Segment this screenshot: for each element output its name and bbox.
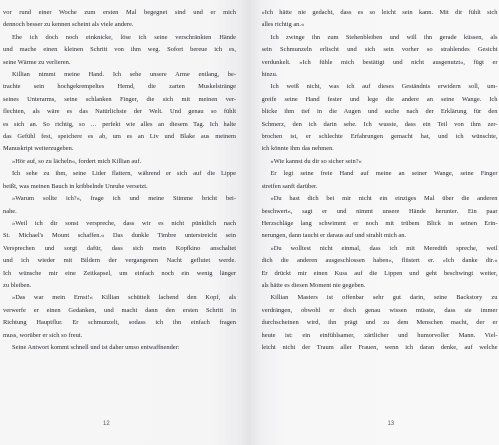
text-line: »Ich hätte nie gedacht, dass es so leicht sein kann. Mit dir fühlt sich (261, 9, 498, 16)
left-page-number: 12 (103, 421, 110, 427)
text-line: verwerfe er einen Gedanken, und macht dann den ersten Schritt in (3, 306, 236, 314)
text-line: nahe. (3, 207, 17, 215)
text-line: greife seine Hand fester und lege die andere an seine Wange. Ich (261, 95, 498, 103)
text-line: »Du hast dich bei mir nicht ein einziges Mal über die anderen (270, 195, 498, 203)
text-line: Ich wünsche mir eine Zeitkapsel, um einfach noch ein wenig länger (3, 269, 236, 277)
text-line: alles richtig an.« (261, 21, 305, 29)
text-line: seines Unterarms, seine schlanken Finger, die sich mit meinen ver- (3, 95, 236, 103)
text-line: Ich zwinge ihn zum Stehenbleiben und will ihn gerade küssen, als (270, 33, 498, 41)
right-page (250, 0, 499, 445)
text-line: es sich an. So richtig, so … perfekt wie alles an diesem Tag. Ich halte (3, 120, 236, 128)
text-line: heute ist: ein einfühlsamer, zärtlicher und humorvoller Mann. Viel- (261, 331, 498, 339)
text-line: vor rund einer Woche zum ersten Mal begegnet sind und er mich (3, 9, 236, 16)
text-line: seine Wärme zu verlieren. (3, 58, 71, 66)
text-line: »Hör auf, so zu lächeln«, fordert mich Killian auf. (12, 157, 142, 165)
text-line: Ehe ich doch noch einknicke, löse ich seine verschränkten Hände (12, 33, 236, 41)
text-line: »Warum sollte ich?«, frage ich und meine Stimme bricht bei- (12, 195, 236, 203)
text-line: Versprechen und sorgt dafür, dass sich mein Kopfkino anschaltet (3, 244, 236, 252)
text-line: beißt, was meinen Bauch in kribbelnde Unruhe versetzt. (3, 182, 148, 190)
text-line: Seine Antwort kommt schnell und ist daher umso entwaffnender: (12, 343, 180, 351)
text-line: brochen ist, er schlechte Erfahrungen gemacht hat, und ich wünschte, (261, 133, 498, 141)
text-line: Killian Masters ist offenbar sehr gut darin, seine Backstory zu (270, 294, 498, 302)
text-line: flechten, als wäre es das Natürlichste der Welt. Und genau so fühlt (3, 108, 236, 116)
text-line: dich die anderen ausgeschlossen haben«, flüstert er. »Ich danke dir.« (261, 257, 498, 265)
text-line: leicht nicht der Traum aller Frauen, wenn ich daran denke, auf welche (261, 343, 498, 351)
text-line: als hätte es diesen Moment nie gegeben. (261, 281, 366, 289)
text-line: Er drückt mir einen Kuss auf die Lippen und geht beschwingt weiter, (261, 269, 498, 277)
text-line: dennoch besser zu kennen scheint als viele andere. (3, 21, 134, 29)
text-line: hinzu. (261, 71, 278, 79)
text-line: »Das war mein Ernst!« Killian schüttelt lachend den Kopf, als (12, 294, 236, 302)
text-line: sein Schmunzeln erlischt und sich sein vorher so strahlendes Gesicht (261, 46, 498, 54)
text-line: Killian nimmt meine Hand. Ich sehe unsere Arme entlang, be- (12, 71, 236, 79)
text-line: streifen sanft darüber. (261, 182, 318, 190)
text-line: »Wie kannst du dir so sicher sein?« (270, 157, 362, 165)
text-line: muss, worüber er sich so freut. (3, 331, 83, 339)
text-line: »Du wolltest nicht einmal, dass ich mit Meredith spreche, weil (270, 244, 498, 252)
text-line: und ich wieder mit Bildern der vergangenen Nacht geflutet werde. (3, 257, 236, 265)
right-page-text (262, 7, 498, 354)
text-line: Ich weiß nicht, was ich auf dieses Geständnis erwidern soll, um- (270, 83, 498, 91)
text-line: durchscheinen wird, ihn prägt und zu dem Menschen macht, der er (261, 319, 498, 327)
right-page-number: 13 (387, 421, 395, 427)
text-line: Herzschläge lang schwimmt er noch mit trübem Blick in seinen Erin- (261, 219, 498, 227)
text-line: Schmerz, den ich darin sehe. Ich wusste, dass ein Teil von ihm zer- (261, 120, 498, 128)
text-line: und mache einen kleinen Schritt von ihm weg. Sofort bereue ich es, (3, 46, 236, 54)
text-line: trachte sein hochgekrempeltes Hemd, die zarten Muskelstränge (3, 83, 236, 91)
text-line: nerungen, dann taucht er daraus auf und strahlt mich an. (261, 232, 407, 240)
text-line: ich könnte ihm das nehmen. (261, 145, 334, 153)
text-line: beschwert«, sagt er und nimmt unsere Hände herunter. Ein paar (261, 207, 498, 215)
text-line: das Gefühl fest, speichere es ab, um es an Liv und Blake aus meinem (3, 133, 236, 141)
text-line: Ich sehe zu ihm, seine Lider flattern, während er sich auf die Lippe (12, 170, 236, 178)
left-page-text (3, 7, 236, 354)
text-line: Manuskript weiterzugeben. (3, 145, 74, 153)
text-line: Er legt seine freie Hand auf meine an seiner Wange, seine Finger (270, 170, 498, 178)
text-line: St. Michael's Mount schaffen.« Das dunkle Timbre unterstreicht sein (3, 232, 236, 240)
text-line: »Weil ich dir sonst verspreche, dass wir es nicht pünktlich nach (12, 219, 236, 227)
text-line: blicke ihm tief in die Augen und suche nach der Erklärung für den (261, 108, 498, 116)
text-line: verdrängen, obwohl er doch genau wissen müsste, dass sie immer (261, 306, 498, 314)
text-line: verdunkelt. »Ich fühle mich bestätigt und nicht ausgenutzt«, fügt er (261, 58, 498, 66)
text-line: zu bleiben. (3, 281, 32, 289)
text-line: Richtung Hauptflur. Er schmunzelt, sodass ich ihn einfach fragen (3, 319, 236, 327)
